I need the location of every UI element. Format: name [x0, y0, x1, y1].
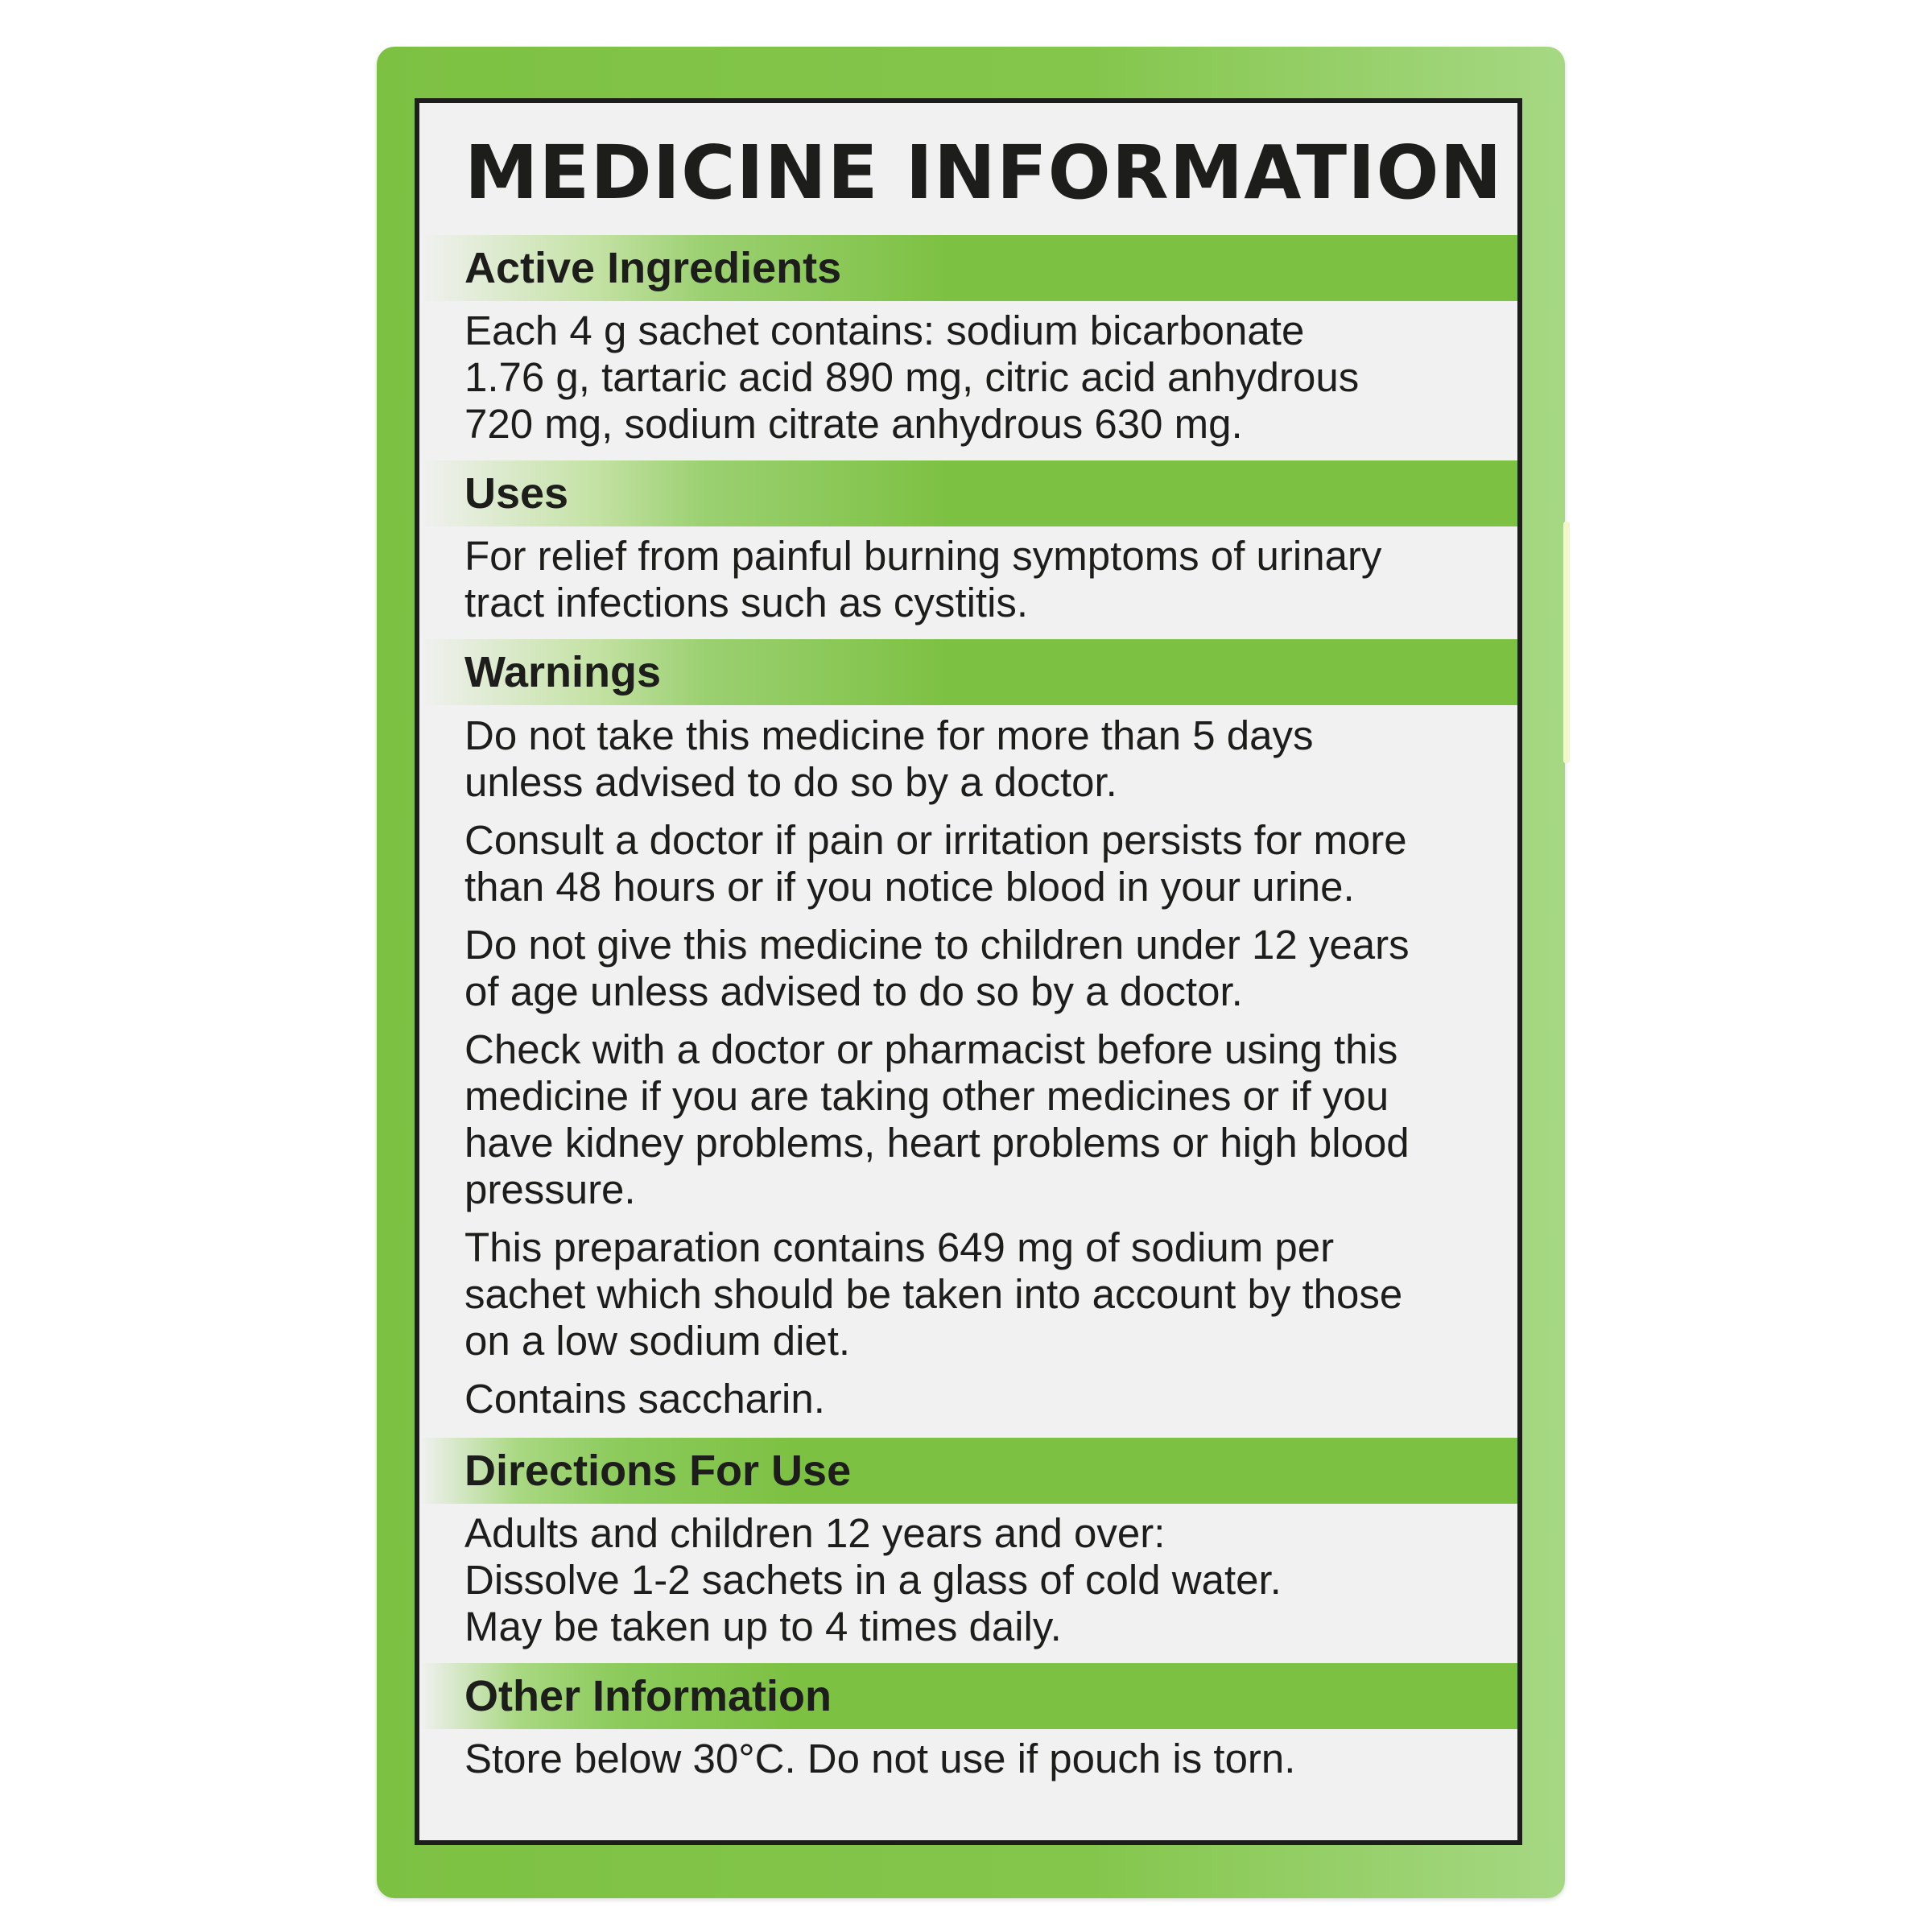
- directions-line: May be taken up to 4 times daily.: [464, 1604, 1062, 1649]
- warnings-line: Consult a doctor if pain or irritation persists for more: [464, 817, 1407, 863]
- warnings-line: of age unless advised to do so by a doctor.: [464, 968, 1243, 1014]
- warnings-line: Do not take this medicine for more than 5 days: [464, 712, 1314, 758]
- uses-line: For relief from painful burning symptoms of urinary: [464, 533, 1382, 579]
- warnings-line: sachet which should be taken into account by those: [464, 1271, 1403, 1317]
- warnings-line: than 48 hours or if you notice blood in your urine.: [464, 864, 1355, 910]
- warnings-line: pressure.: [464, 1166, 636, 1212]
- warnings-line: This preparation contains 649 mg of sodium per: [464, 1224, 1335, 1270]
- uses-line: tract infections such as cystitis.: [464, 580, 1029, 625]
- section-heading-uses: Uses: [419, 460, 1517, 526]
- warnings-line: unless advised to do so by a doctor.: [464, 759, 1117, 805]
- warnings-line: Do not give this medicine to children under 12 years: [464, 922, 1410, 968]
- warnings-line: Contains saccharin.: [464, 1376, 825, 1422]
- section-heading-other-information: Other Information: [419, 1663, 1517, 1729]
- warnings-line: medicine if you are taking other medicines or if you: [464, 1073, 1389, 1119]
- directions-line: Adults and children 12 years and over:: [464, 1510, 1166, 1556]
- active-ingredients-line: Each 4 g sachet contains: sodium bicarbonate: [464, 308, 1305, 353]
- package-edge-highlight: [1563, 522, 1570, 763]
- active-ingredients-line: 720 mg, sodium citrate anhydrous 630 mg.: [464, 401, 1243, 447]
- section-heading-active-ingredients: Active Ingredients: [419, 235, 1517, 301]
- active-ingredients-line: 1.76 g, tartaric acid 890 mg, citric acid anhydrous: [464, 354, 1360, 400]
- warnings-line: on a low sodium diet.: [464, 1318, 851, 1364]
- medicine-information-panel: [415, 98, 1522, 1845]
- warnings-line: Check with a doctor or pharmacist before using this: [464, 1026, 1398, 1072]
- section-heading-warnings: Warnings: [419, 639, 1517, 705]
- panel-title: MEDICINE INFORMATION: [464, 130, 1503, 216]
- section-heading-directions-for-use: Directions For Use: [419, 1438, 1517, 1504]
- directions-line: Dissolve 1-2 sachets in a glass of cold water.: [464, 1557, 1282, 1603]
- warnings-line: have kidney problems, heart problems or high blood: [464, 1120, 1410, 1166]
- other-information-line: Store below 30°C. Do not use if pouch is torn.: [464, 1736, 1296, 1781]
